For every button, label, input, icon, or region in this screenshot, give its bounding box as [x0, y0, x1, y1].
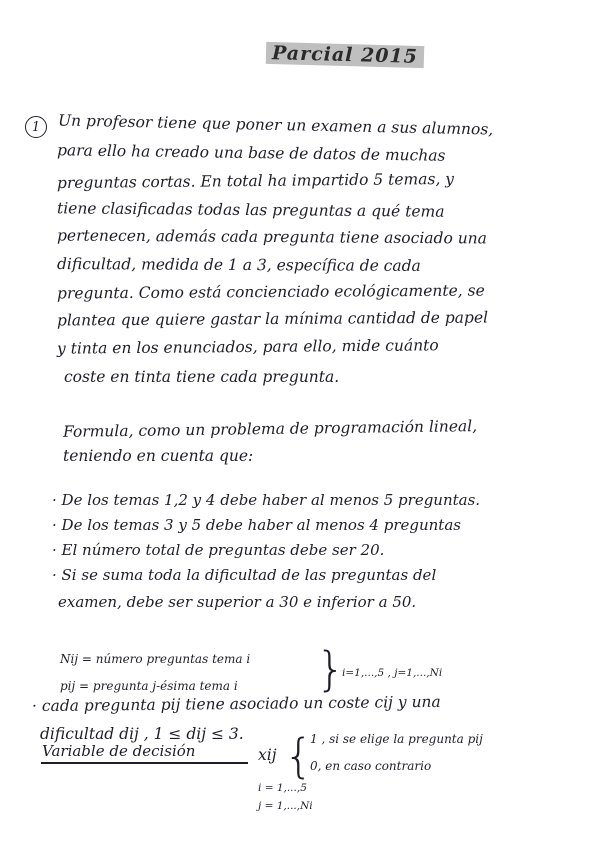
page-title: Parcial 2015 — [266, 42, 424, 68]
right-brace-icon: } — [316, 642, 346, 696]
definition-pij: pij = pregunta j-ésima tema i — [60, 679, 238, 693]
statement-line: preguntas cortas. En total ha impartido 5 temas, y — [56, 169, 455, 193]
statement-line: plantea que quiere gastar la mínima cantidad de papel — [56, 308, 489, 330]
statement-line: pregunta. Como está concienciado ecológicamente, se — [56, 281, 485, 303]
decision-variable-label: Variable de decisión — [42, 742, 196, 760]
decision-variable-symbol: xij — [258, 746, 277, 764]
statement-line: coste en tinta tiene cada pregunta. — [64, 368, 340, 386]
statement-line: dificultad, medida de 1 a 3, específica de cada — [56, 255, 421, 275]
statement-line: Un profesor tiene que poner un examen a sus alumnos, — [57, 111, 494, 139]
decision-label-underline — [41, 762, 248, 764]
condition-item: · De los temas 3 y 5 debe haber al menos 4 preguntas — [52, 516, 461, 534]
statement-line: tiene clasificadas todas las preguntas a qué tema — [56, 199, 445, 221]
condition-item: · De los temas 1,2 y 4 debe haber al menos 5 preguntas. — [52, 491, 481, 509]
statement-line: y tinta en los enunciados, para ello, mide cuánto — [56, 336, 439, 358]
decision-case-zero: 0, en caso contrario — [310, 759, 432, 773]
formulate-line: teniendo en cuenta que: — [63, 447, 254, 465]
statement-line: para ello ha creado una base de datos de muchas — [56, 141, 446, 165]
formulate-line: Formula, como un problema de programación lineal, — [62, 417, 478, 441]
decision-case-one: 1 , si se elige la pregunta pij — [310, 732, 483, 746]
condition-item: examen, debe ser superior a 30 e inferior a 50. — [58, 593, 417, 611]
decision-range-i: i = 1,...,5 — [258, 782, 307, 794]
cost-line: dificultad dij , 1 ≤ dij ≤ 3. — [40, 725, 244, 743]
condition-item: · Si se suma toda la dificultad de las preguntas del — [52, 566, 437, 584]
left-brace-icon: { — [284, 729, 314, 783]
definition-nij: Nij = número preguntas tema i — [60, 652, 251, 666]
definition-ranges: i=1,...,5 , j=1,...,Ni — [342, 667, 443, 679]
problem-number: 1 — [25, 116, 47, 138]
statement-line: pertenecen, además cada pregunta tiene asociado una — [56, 226, 488, 248]
cost-line: · cada pregunta pij tiene asociado un coste cij y una — [31, 692, 441, 716]
decision-range-j: j = 1,...,Ni — [258, 800, 313, 812]
condition-item: · El número total de preguntas debe ser 20. — [52, 541, 385, 559]
